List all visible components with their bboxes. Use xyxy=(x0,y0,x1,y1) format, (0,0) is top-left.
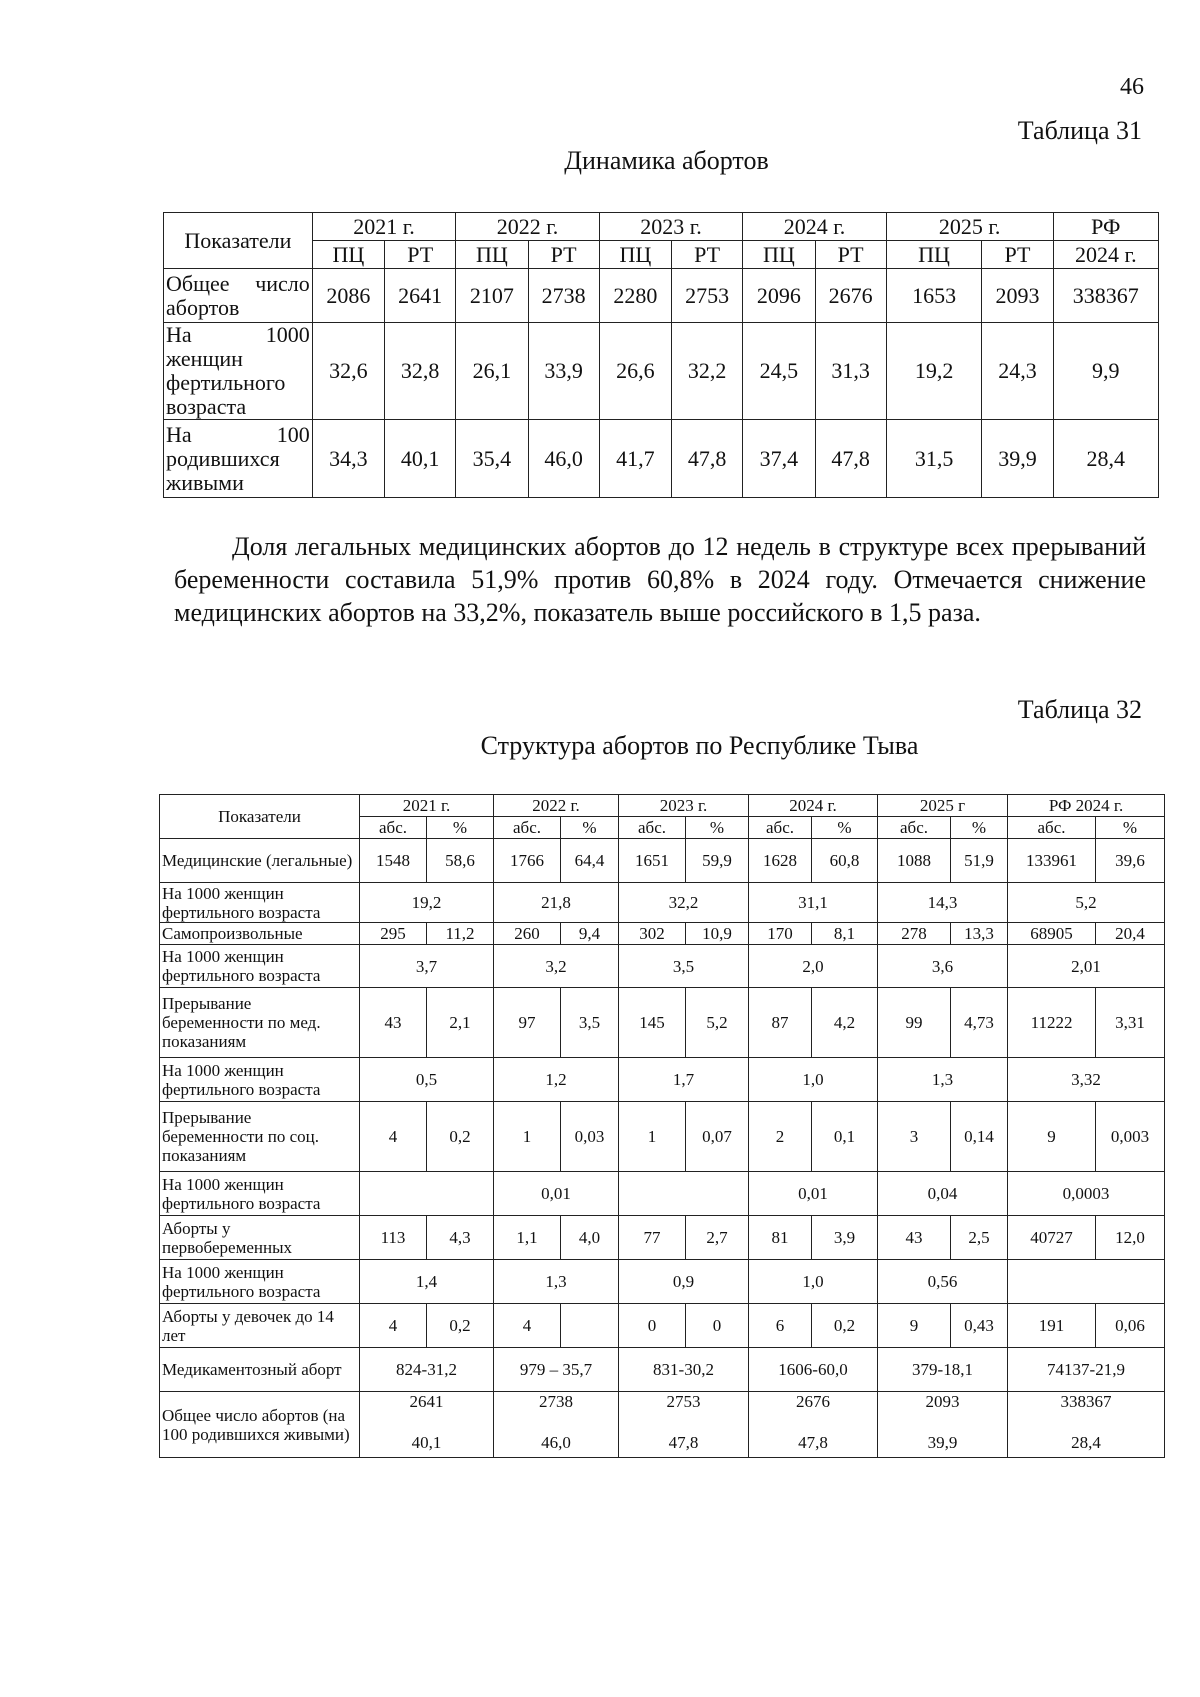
value-cell: 0,56 xyxy=(878,1260,1008,1304)
value-cell: 32,2 xyxy=(619,883,749,923)
value-cell: 4 xyxy=(360,1304,427,1348)
table-row xyxy=(164,269,1159,323)
value-cell: 47,8 xyxy=(815,420,886,498)
sub-header: ПЦ xyxy=(312,241,384,269)
value-cell: 1,2 xyxy=(494,1058,619,1102)
value-cell: 2096 xyxy=(743,269,815,323)
table-32-label: Таблица 32 xyxy=(1017,695,1142,724)
value-cell: 0,9 xyxy=(619,1260,749,1304)
table-row xyxy=(164,323,1159,420)
value-cell: 2 xyxy=(749,1102,812,1172)
table-row xyxy=(160,1172,1165,1216)
value-cell: 0,01 xyxy=(749,1172,878,1216)
value-cell xyxy=(1008,1392,1165,1458)
sub-header: ПЦ xyxy=(599,241,671,269)
value-cell: 170 xyxy=(749,923,812,945)
year-header: 2022 г. xyxy=(494,795,619,817)
value-cell xyxy=(619,1392,749,1458)
value-cell: 4,3 xyxy=(427,1216,494,1260)
sub-header: абс. xyxy=(878,817,951,839)
value-cell: 4,2 xyxy=(812,988,878,1058)
value-cell: 1606-60,0 xyxy=(749,1348,878,1392)
value-cell: 37,4 xyxy=(743,420,815,498)
value-cell: 74137-21,9 xyxy=(1008,1348,1165,1392)
table-32-title: Структура абортов по Республике Тыва xyxy=(480,731,919,760)
value-cell: 2753 xyxy=(672,269,743,323)
value-cell: 64,4 xyxy=(561,839,619,883)
row-label: На 1000 женщин фертильного возраста xyxy=(160,1172,360,1216)
table-31 xyxy=(163,212,1159,498)
value-cell: 39,6 xyxy=(1096,839,1165,883)
value-cell: 831-30,2 xyxy=(619,1348,749,1392)
value-cell: 0 xyxy=(619,1304,686,1348)
value-cell: 1,3 xyxy=(494,1260,619,1304)
value-cell: 81 xyxy=(749,1216,812,1260)
value-cell: 2280 xyxy=(599,269,671,323)
value-cell xyxy=(360,1172,494,1216)
value-cell: 6 xyxy=(749,1304,812,1348)
value-cell: 0,01 xyxy=(494,1172,619,1216)
value-cell: 31,5 xyxy=(886,420,982,498)
value-cell xyxy=(749,1392,878,1458)
value-cell: 0,06 xyxy=(1096,1304,1165,1348)
value-cell: 379-18,1 xyxy=(878,1348,1008,1392)
total-count: 2676 xyxy=(796,1392,830,1411)
value-cell: 3,5 xyxy=(619,945,749,988)
sub-header: % xyxy=(1096,817,1165,839)
total-rate: 40,1 xyxy=(411,1433,442,1452)
value-cell xyxy=(878,1392,1008,1458)
table-row xyxy=(160,945,1165,988)
table-31-label: Таблица 31 xyxy=(1017,116,1142,145)
table-row xyxy=(160,988,1165,1058)
table-row xyxy=(160,1304,1165,1348)
value-cell: 4 xyxy=(494,1304,561,1348)
value-cell xyxy=(494,1392,619,1458)
value-cell: 60,8 xyxy=(812,839,878,883)
value-cell: 87 xyxy=(749,988,812,1058)
table-31-title: Динамика абортов xyxy=(564,146,769,175)
value-cell: 145 xyxy=(619,988,686,1058)
value-cell: 19,2 xyxy=(886,323,982,420)
value-cell: 2676 xyxy=(815,269,886,323)
value-cell: 13,3 xyxy=(951,923,1008,945)
year-header: 2024 г. xyxy=(749,795,878,817)
sub-header: % xyxy=(427,817,494,839)
table-row xyxy=(160,1348,1165,1392)
value-cell: 979 – 35,7 xyxy=(494,1348,619,1392)
row-label: Прерывание беременности по соц. показаниям xyxy=(160,1102,360,1172)
value-cell: 51,9 xyxy=(951,839,1008,883)
value-cell: 3,6 xyxy=(878,945,1008,988)
table-32-header-years xyxy=(160,795,1165,817)
value-cell xyxy=(360,1392,494,1458)
value-cell: 68905 xyxy=(1008,923,1096,945)
row-label: Аборты у первобеременных xyxy=(160,1216,360,1260)
total-count: 338367 xyxy=(1060,1392,1112,1411)
value-cell: 3 xyxy=(878,1102,951,1172)
value-cell: 33,9 xyxy=(528,323,599,420)
total-count: 2738 xyxy=(539,1392,573,1411)
value-cell: 3,32 xyxy=(1008,1058,1165,1102)
year-header: 2021 г. xyxy=(360,795,494,817)
table-32 xyxy=(159,794,1165,1458)
value-cell: 40,1 xyxy=(385,420,456,498)
value-cell: 338367 xyxy=(1053,269,1158,323)
year-header: 2025 г. xyxy=(886,213,1053,241)
value-cell: 2,01 xyxy=(1008,945,1165,988)
value-cell: 46,0 xyxy=(528,420,599,498)
value-cell: 113 xyxy=(360,1216,427,1260)
value-cell: 9,9 xyxy=(1053,323,1158,420)
year-header: РФ 2024 г. xyxy=(1008,795,1165,817)
value-cell: 3,7 xyxy=(360,945,494,988)
value-cell: 3,31 xyxy=(1096,988,1165,1058)
row-label: Самопроизвольные xyxy=(160,923,360,945)
value-cell: 0,1 xyxy=(812,1102,878,1172)
value-cell: 2093 xyxy=(982,269,1053,323)
row-label: Общее число абортов xyxy=(164,269,313,323)
value-cell: 28,4 xyxy=(1053,420,1158,498)
value-cell: 278 xyxy=(878,923,951,945)
value-cell: 1,0 xyxy=(749,1058,878,1102)
value-cell xyxy=(1008,1260,1165,1304)
total-count: 2753 xyxy=(666,1392,701,1411)
total-rate: 28,4 xyxy=(1071,1433,1101,1452)
value-cell: 2086 xyxy=(312,269,384,323)
indicator-header: Показатели xyxy=(160,795,360,839)
body-paragraph: Доля легальных медицинских абортов до 12 недель в структуре всех прерываний беременности составила 51,9% против 60,8% в 2024 году. Отмечается снижение медицинских абортов на 33,2%, показатель выше российского в 1,5 раза. xyxy=(174,532,1146,627)
value-cell: 0,003 xyxy=(1096,1102,1165,1172)
value-cell: 1548 xyxy=(360,839,427,883)
value-cell: 0,0003 xyxy=(1008,1172,1165,1216)
value-cell: 59,9 xyxy=(686,839,749,883)
value-cell: 1,4 xyxy=(360,1260,494,1304)
value-cell: 2107 xyxy=(456,269,528,323)
value-cell: 5,2 xyxy=(1008,883,1165,923)
value-cell xyxy=(619,1172,749,1216)
page-number: 46 xyxy=(1120,74,1144,100)
value-cell: 0,2 xyxy=(427,1304,494,1348)
table-row xyxy=(160,1260,1165,1304)
value-cell: 10,9 xyxy=(686,923,749,945)
table-31-header-sub xyxy=(164,241,1159,269)
row-label: Общее число абортов (на 100 родившихся живыми) xyxy=(160,1392,360,1458)
value-cell: 19,2 xyxy=(360,883,494,923)
total-rate: 47,8 xyxy=(668,1433,699,1452)
value-cell: 11,2 xyxy=(427,923,494,945)
value-cell: 34,3 xyxy=(312,420,384,498)
sub-header: абс. xyxy=(619,817,686,839)
value-cell: 43 xyxy=(878,1216,951,1260)
value-cell: 2,0 xyxy=(749,945,878,988)
value-cell: 2,7 xyxy=(686,1216,749,1260)
value-cell: 1,7 xyxy=(619,1058,749,1102)
value-cell: 0,07 xyxy=(686,1102,749,1172)
year-header: 2021 г. xyxy=(312,213,455,241)
total-rate: 46,0 xyxy=(541,1433,571,1452)
table-row xyxy=(160,1102,1165,1172)
year-header: 2023 г. xyxy=(599,213,742,241)
value-cell: 0,43 xyxy=(951,1304,1008,1348)
value-cell: 43 xyxy=(360,988,427,1058)
year-header: 2024 г. xyxy=(743,213,886,241)
row-label: На 100 родившихся живыми xyxy=(164,420,313,498)
row-label: На 1000 женщин фертильного возраста xyxy=(160,883,360,923)
sub-header: % xyxy=(812,817,878,839)
row-label: На 1000 женщин фертильного возраста xyxy=(164,323,313,420)
value-cell: 1766 xyxy=(494,839,561,883)
row-label: На 1000 женщин фертильного возраста xyxy=(160,1058,360,1102)
value-cell: 40727 xyxy=(1008,1216,1096,1260)
total-rate: 47,8 xyxy=(798,1433,828,1452)
total-count: 2093 xyxy=(925,1392,960,1411)
value-cell: 31,3 xyxy=(815,323,886,420)
value-cell: 4,73 xyxy=(951,988,1008,1058)
total-rate: 39,9 xyxy=(927,1433,958,1452)
value-cell: 1651 xyxy=(619,839,686,883)
value-cell: 32,8 xyxy=(385,323,456,420)
value-cell: 32,6 xyxy=(312,323,384,420)
row-label: Медикаментозный аборт xyxy=(160,1348,360,1392)
value-cell: 191 xyxy=(1008,1304,1096,1348)
value-cell: 31,1 xyxy=(749,883,878,923)
sub-header: % xyxy=(686,817,749,839)
year-header: 2023 г. xyxy=(619,795,749,817)
value-cell: 0,5 xyxy=(360,1058,494,1102)
value-cell: 21,8 xyxy=(494,883,619,923)
value-cell: 3,9 xyxy=(812,1216,878,1260)
sub-header: абс. xyxy=(494,817,561,839)
value-cell: 2641 xyxy=(385,269,456,323)
total-count: 2641 xyxy=(409,1392,444,1411)
value-cell: 0,03 xyxy=(561,1102,619,1172)
value-cell: 1653 xyxy=(886,269,982,323)
value-cell: 24,3 xyxy=(982,323,1053,420)
table-31-header-years xyxy=(164,213,1159,241)
value-cell: 1628 xyxy=(749,839,812,883)
value-cell: 1088 xyxy=(878,839,951,883)
row-label: Медицинские (легальные) xyxy=(160,839,360,883)
sub-header: ПЦ xyxy=(743,241,815,269)
value-cell: 1 xyxy=(494,1102,561,1172)
value-cell: 2,1 xyxy=(427,988,494,1058)
indicator-header: Показатели xyxy=(164,213,313,269)
sub-header: РТ xyxy=(528,241,599,269)
row-label: Прерывание беременности по мед. показаниям xyxy=(160,988,360,1058)
sub-header: абс. xyxy=(749,817,812,839)
year-header: 2025 г xyxy=(878,795,1008,817)
sub-header: абс. xyxy=(360,817,427,839)
value-cell: 3,5 xyxy=(561,988,619,1058)
rf-year-header: 2024 г. xyxy=(1053,241,1158,269)
value-cell: 0,2 xyxy=(427,1102,494,1172)
value-cell: 1 xyxy=(619,1102,686,1172)
value-cell: 824-31,2 xyxy=(360,1348,494,1392)
value-cell: 3,2 xyxy=(494,945,619,988)
value-cell: 1,1 xyxy=(494,1216,561,1260)
value-cell: 260 xyxy=(494,923,561,945)
value-cell: 77 xyxy=(619,1216,686,1260)
sub-header: РТ xyxy=(982,241,1053,269)
value-cell: 9,4 xyxy=(561,923,619,945)
value-cell: 12,0 xyxy=(1096,1216,1165,1260)
sub-header: ПЦ xyxy=(456,241,528,269)
sub-header: % xyxy=(951,817,1008,839)
value-cell: 99 xyxy=(878,988,951,1058)
value-cell: 9 xyxy=(1008,1102,1096,1172)
value-cell: 14,3 xyxy=(878,883,1008,923)
value-cell: 58,6 xyxy=(427,839,494,883)
value-cell: 20,4 xyxy=(1096,923,1165,945)
value-cell: 26,1 xyxy=(456,323,528,420)
sub-header: ПЦ xyxy=(886,241,982,269)
table-row xyxy=(160,839,1165,883)
sub-header: РТ xyxy=(815,241,886,269)
sub-header: РТ xyxy=(672,241,743,269)
value-cell: 133961 xyxy=(1008,839,1096,883)
value-cell: 41,7 xyxy=(599,420,671,498)
value-cell: 0,2 xyxy=(812,1304,878,1348)
table-row xyxy=(160,883,1165,923)
row-label: На 1000 женщин фертильного возраста xyxy=(160,1260,360,1304)
table-row xyxy=(160,1392,1165,1458)
value-cell: 32,2 xyxy=(672,323,743,420)
value-cell xyxy=(561,1304,619,1348)
value-cell: 295 xyxy=(360,923,427,945)
value-cell: 8,1 xyxy=(812,923,878,945)
sub-header: абс. xyxy=(1008,817,1096,839)
sub-header: РТ xyxy=(385,241,456,269)
value-cell: 9 xyxy=(878,1304,951,1348)
table-row xyxy=(160,923,1165,945)
value-cell: 4,0 xyxy=(561,1216,619,1260)
rf-header: РФ xyxy=(1053,213,1158,241)
table-row xyxy=(160,1216,1165,1260)
table-row xyxy=(164,420,1159,498)
value-cell: 0,04 xyxy=(878,1172,1008,1216)
value-cell: 24,5 xyxy=(743,323,815,420)
value-cell: 35,4 xyxy=(456,420,528,498)
sub-header: % xyxy=(561,817,619,839)
table-row xyxy=(160,1058,1165,1102)
value-cell: 0,14 xyxy=(951,1102,1008,1172)
value-cell: 47,8 xyxy=(672,420,743,498)
value-cell: 26,6 xyxy=(599,323,671,420)
year-header: 2022 г. xyxy=(456,213,599,241)
value-cell: 0 xyxy=(686,1304,749,1348)
value-cell: 39,9 xyxy=(982,420,1053,498)
value-cell: 11222 xyxy=(1008,988,1096,1058)
row-label: На 1000 женщин фертильного возраста xyxy=(160,945,360,988)
value-cell: 2738 xyxy=(528,269,599,323)
value-cell: 302 xyxy=(619,923,686,945)
value-cell: 4 xyxy=(360,1102,427,1172)
row-label: Аборты у девочек до 14 лет xyxy=(160,1304,360,1348)
value-cell: 1,0 xyxy=(749,1260,878,1304)
value-cell: 2,5 xyxy=(951,1216,1008,1260)
value-cell: 5,2 xyxy=(686,988,749,1058)
value-cell: 1,3 xyxy=(878,1058,1008,1102)
value-cell: 97 xyxy=(494,988,561,1058)
